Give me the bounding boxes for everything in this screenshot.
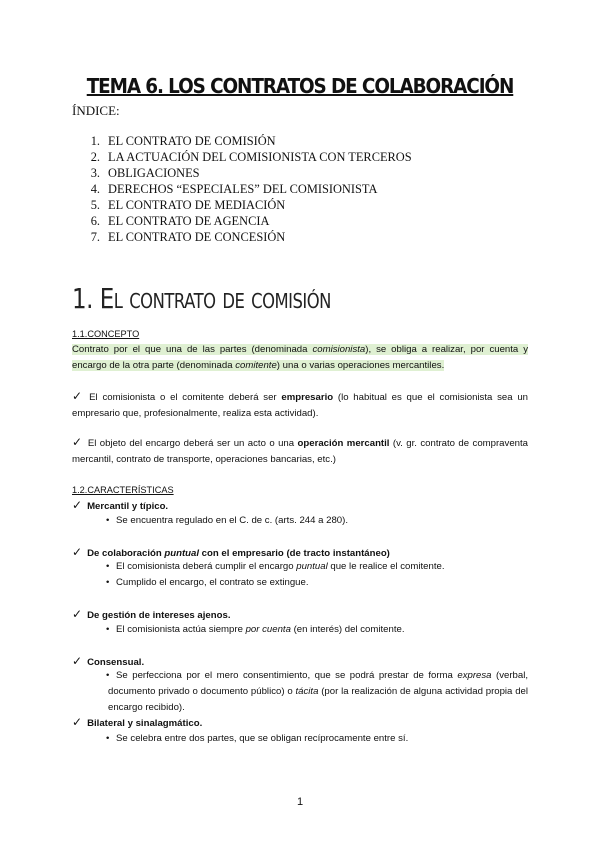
definition-paragraph [72, 342, 528, 374]
bullet-icon: • [106, 624, 110, 635]
toc-number: 7. [90, 230, 100, 244]
toc-number: 6. [90, 214, 100, 228]
bullet-icon: • [106, 577, 110, 588]
paragraph-empresario [72, 388, 528, 422]
index-label: ÍNDICE: [72, 103, 120, 118]
text-run: ) una o varias operaciones mercantiles. [276, 360, 445, 371]
bullet-item [108, 731, 528, 747]
text-run: El comisionista deberá cumplir el encargo [116, 561, 297, 572]
text-run: Se celebra entre dos partes, que se obligan recíprocamente entre sí. [116, 733, 409, 744]
toc-number: 2. [90, 150, 100, 164]
text-run: (por la realización de alguna actividad propia del encargo recibido). [108, 686, 528, 713]
toc-item [72, 133, 412, 149]
text-run: Contrato por el que una de las partes (denominada [72, 344, 313, 355]
subheading-caracteristicas: 1.2.CARACTERÍSTICAS [72, 485, 174, 495]
document-title: TEMA 6. LOS CONTRATOS DE COLABORACIÓN [86, 74, 514, 98]
text-run: El comisionista actúa siempre [116, 624, 246, 635]
text-run: El comisionista o el comitente deberá ser [89, 392, 282, 403]
text-run: De gestión de intereses ajenos. [87, 610, 231, 621]
check-icon: ✓ [72, 435, 83, 449]
text-run: (v. gr. contrato de compraventa mercantil, contrato de transporte, operaciones bancarias, etc.) [72, 438, 528, 465]
text-run: expresa [457, 670, 492, 681]
bullet-item [108, 559, 528, 575]
text-run: Se encuentra regulado en el C. de c. (arts. 244 a 280). [116, 515, 348, 526]
page-number: 1 [296, 796, 304, 808]
text-run: Se perfecciona por el mero consentimiento, que se podrá prestar de forma [116, 670, 458, 681]
text-run: puntual [164, 548, 200, 559]
bullet-icon: • [106, 670, 110, 681]
table-of-contents [72, 133, 412, 245]
text-run: empresario [281, 392, 334, 403]
section-heading: 1. El contrato de comisión [72, 282, 331, 315]
toc-text: EL CONTRATO DE AGENCIA [108, 214, 270, 228]
characteristic-title [72, 714, 202, 732]
toc-item [72, 197, 412, 213]
bullet-icon: • [106, 733, 110, 744]
text-run: Consensual. [87, 657, 145, 668]
bullet-icon: • [106, 561, 110, 572]
bullet-item [108, 513, 528, 529]
text-run: puntual [296, 561, 328, 572]
text-run: comisionista [312, 344, 366, 355]
bullet-item [108, 668, 528, 716]
text-run: De colaboración [87, 548, 165, 559]
text-run: operación mercantil [297, 438, 390, 449]
text-run: Bilateral y sinalagmático. [87, 718, 203, 729]
toc-text: LA ACTUACIÓN DEL COMISIONISTA CON TERCEROS [108, 150, 412, 164]
toc-text: OBLIGACIONES [108, 166, 200, 180]
text-run: comitente [235, 360, 277, 371]
toc-text: DERECHOS “ESPECIALES” DEL COMISIONISTA [108, 182, 378, 196]
toc-item [72, 181, 412, 197]
toc-item [72, 165, 412, 181]
text-run: por cuenta [245, 624, 291, 635]
highlighted-definition [72, 344, 528, 371]
bullet-item [108, 622, 528, 638]
text-run: Cumplido el encargo, el contrato se extingue. [116, 577, 309, 588]
text-run: (lo habitual es que el comisionista sea un empresario que, profesionalmente, realiza esta actividad). [72, 392, 528, 419]
check-icon: ✓ [72, 654, 83, 668]
bullet-icon: • [106, 515, 110, 526]
toc-number: 3. [90, 166, 100, 180]
text-run: El objeto del encargo deberá ser un acto o una [87, 438, 298, 449]
paragraph-objeto [72, 434, 528, 468]
check-icon: ✓ [72, 545, 83, 559]
text-run: (verbal, documento privado o documento público) o [108, 670, 528, 697]
toc-text: EL CONTRATO DE MEDIACIÓN [108, 198, 286, 212]
check-icon: ✓ [72, 715, 83, 729]
bullet-item [108, 575, 528, 591]
check-icon: ✓ [72, 498, 83, 512]
toc-number: 4. [90, 182, 100, 196]
text-run: tácita [295, 686, 319, 697]
toc-number: 1. [90, 134, 100, 148]
check-icon: ✓ [72, 389, 85, 403]
toc-item [72, 213, 412, 229]
text-run: (en interés) del comitente. [290, 624, 405, 635]
toc-item [72, 229, 412, 245]
subheading-concepto: 1.1.CONCEPTO [72, 329, 140, 339]
toc-number: 5. [90, 198, 100, 212]
text-run: con el empresario (de tracto instantáneo) [199, 548, 390, 559]
toc-item [72, 149, 412, 165]
text-run: ), se obliga a realizar, por cuenta y encargo de la otra parte (denominada [72, 344, 529, 371]
toc-text: EL CONTRATO DE COMISIÓN [108, 134, 276, 148]
text-run: que le realice el comitente. [327, 561, 445, 572]
toc-text: EL CONTRATO DE CONCESIÓN [108, 230, 286, 244]
check-icon: ✓ [72, 607, 83, 621]
text-run: Mercantil y típico. [87, 501, 169, 512]
